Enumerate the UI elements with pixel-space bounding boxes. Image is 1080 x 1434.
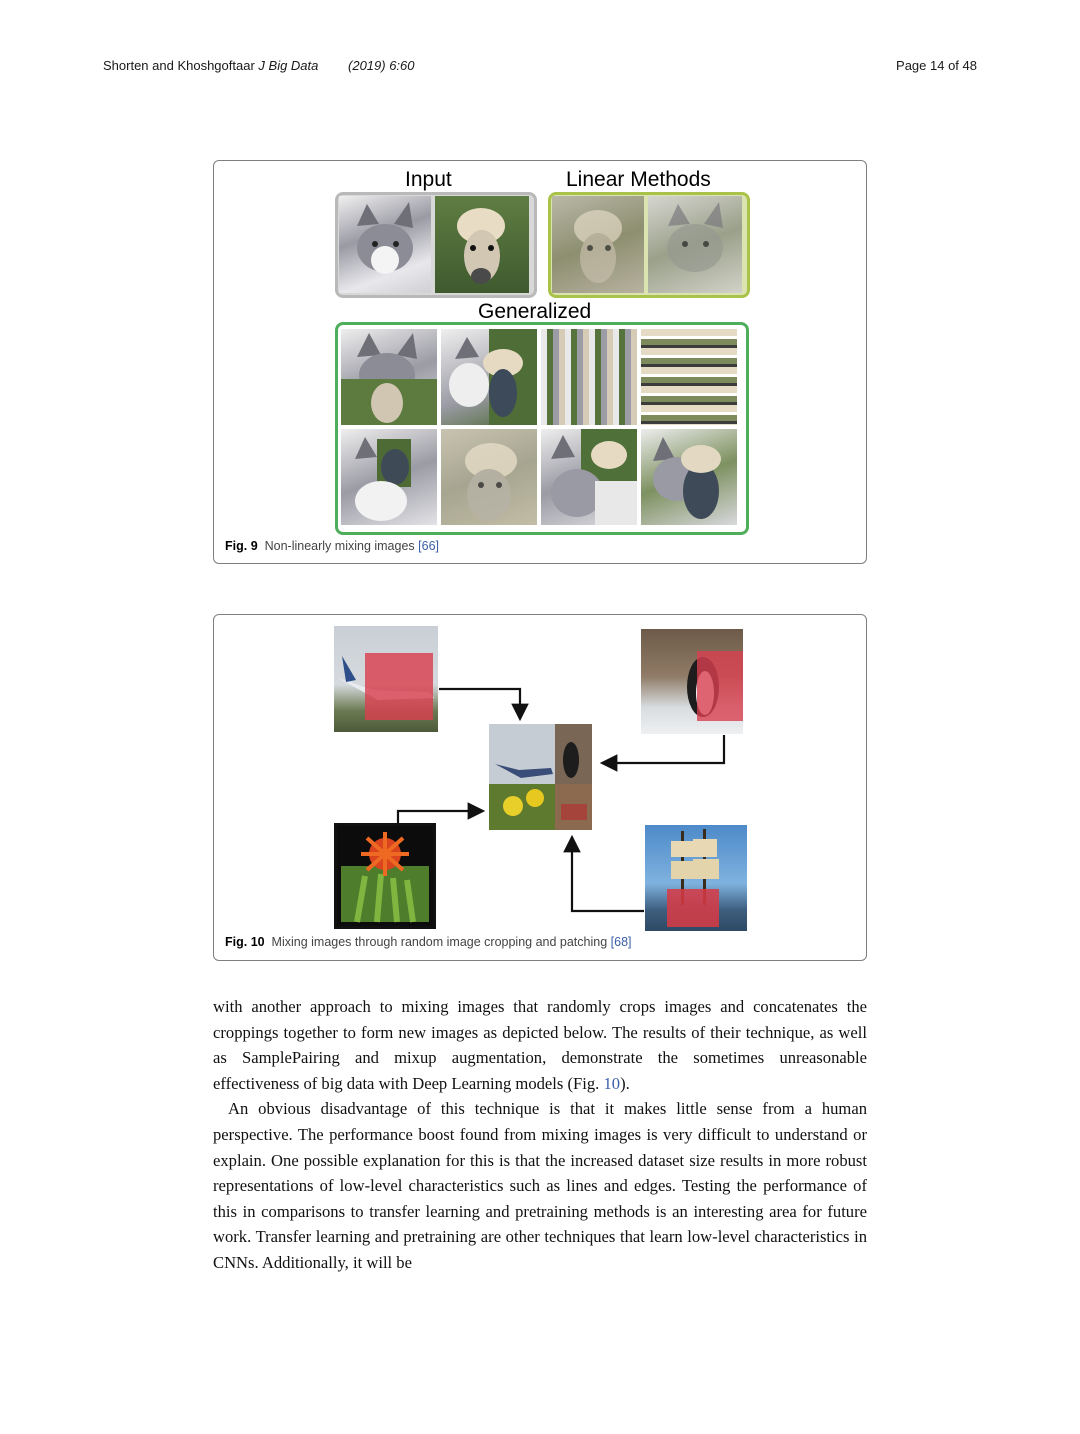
fig9-generalized-mix-5-image <box>341 429 437 525</box>
arrow-penguin <box>602 735 724 763</box>
figure-10 <box>213 614 867 961</box>
arrow-airplane <box>439 689 520 719</box>
header-journal: J Big Data <box>258 58 319 73</box>
body-p1-fig-ref[interactable]: 10 <box>603 1073 621 1093</box>
fig9-caption <box>225 539 439 553</box>
figure-9 <box>213 160 867 564</box>
arrow-ship <box>572 837 644 911</box>
fig9-label-linear-methods: Linear Methods <box>566 168 711 191</box>
fig10-patched-collage-image <box>489 724 592 830</box>
fig9-linear-blend-2-image <box>648 196 742 293</box>
fig9-caption-ref[interactable]: [66] <box>418 539 440 553</box>
header-year-volume: (2019) 6:60 <box>348 58 415 73</box>
fig9-input-cat-image <box>339 196 431 293</box>
fig10-penguin-image <box>641 629 743 734</box>
body-p1-text: with another approach to mixing images that randomly crops images and concatenates the croppings together to form new images as depicted below. The results of their technique, as well as SamplePairing and mixup augmentation, demonstrate the sometimes unreasonable effectiveness of big data with Deep Learning models (Fig. <box>213 997 867 1093</box>
fig10-caption <box>225 935 632 949</box>
fig10-ship-image <box>645 825 747 931</box>
fig10-airplane-image <box>334 626 438 732</box>
fig9-input-alpaca-image <box>435 196 529 293</box>
fig9-generalized-mix-3-image <box>541 329 637 425</box>
fig9-caption-text: Non-linearly mixing images <box>264 539 415 553</box>
fig10-caption-ref[interactable]: [68] <box>610 935 632 949</box>
fig9-generalized-mix-8-image <box>641 429 737 525</box>
body-paragraph-1 <box>213 994 867 1096</box>
fig9-generalized-mix-6-image <box>441 429 537 525</box>
body-paragraph-2: An obvious disadvantage of this technique is that it makes little sense from a human perspective. The performance boost found from mixing images is very difficult to understand or explain. One possible explanation for this is that the increased dataset size results in more robust representations of low-level characteristics such as lines and edges. Testing the performance of this in comparisons to transfer learning and pretraining methods is an interesting area for future work. Transfer learning and pretraining are other techniques that learn low-level characteristics in CNNs. Additionally, it will be <box>213 1099 867 1272</box>
fig10-flower-image <box>334 823 436 929</box>
page-number: Page 14 of 48 <box>896 58 977 73</box>
fig9-label-generalized: Generalized <box>478 300 592 323</box>
fig9-generalized-mix-1-image <box>341 329 437 425</box>
body-p1-end: ). <box>620 1073 630 1093</box>
fig9-label-input: Input <box>405 168 452 191</box>
fig10-caption-label: Fig. 10 <box>225 935 265 949</box>
running-header <box>103 58 415 73</box>
fig9-generalized-mix-2-image <box>441 329 537 425</box>
fig10-caption-text: Mixing images through random image cropping and patching <box>271 935 608 949</box>
fig9-generalized-mix-7-image <box>541 429 637 525</box>
body-text <box>213 994 867 1276</box>
fig9-linear-blend-1-image <box>552 196 644 293</box>
header-authors: Shorten and Khoshgoftaar <box>103 58 255 73</box>
fig9-generalized-mix-4-image <box>641 329 737 425</box>
fig9-caption-label: Fig. 9 <box>225 539 258 553</box>
